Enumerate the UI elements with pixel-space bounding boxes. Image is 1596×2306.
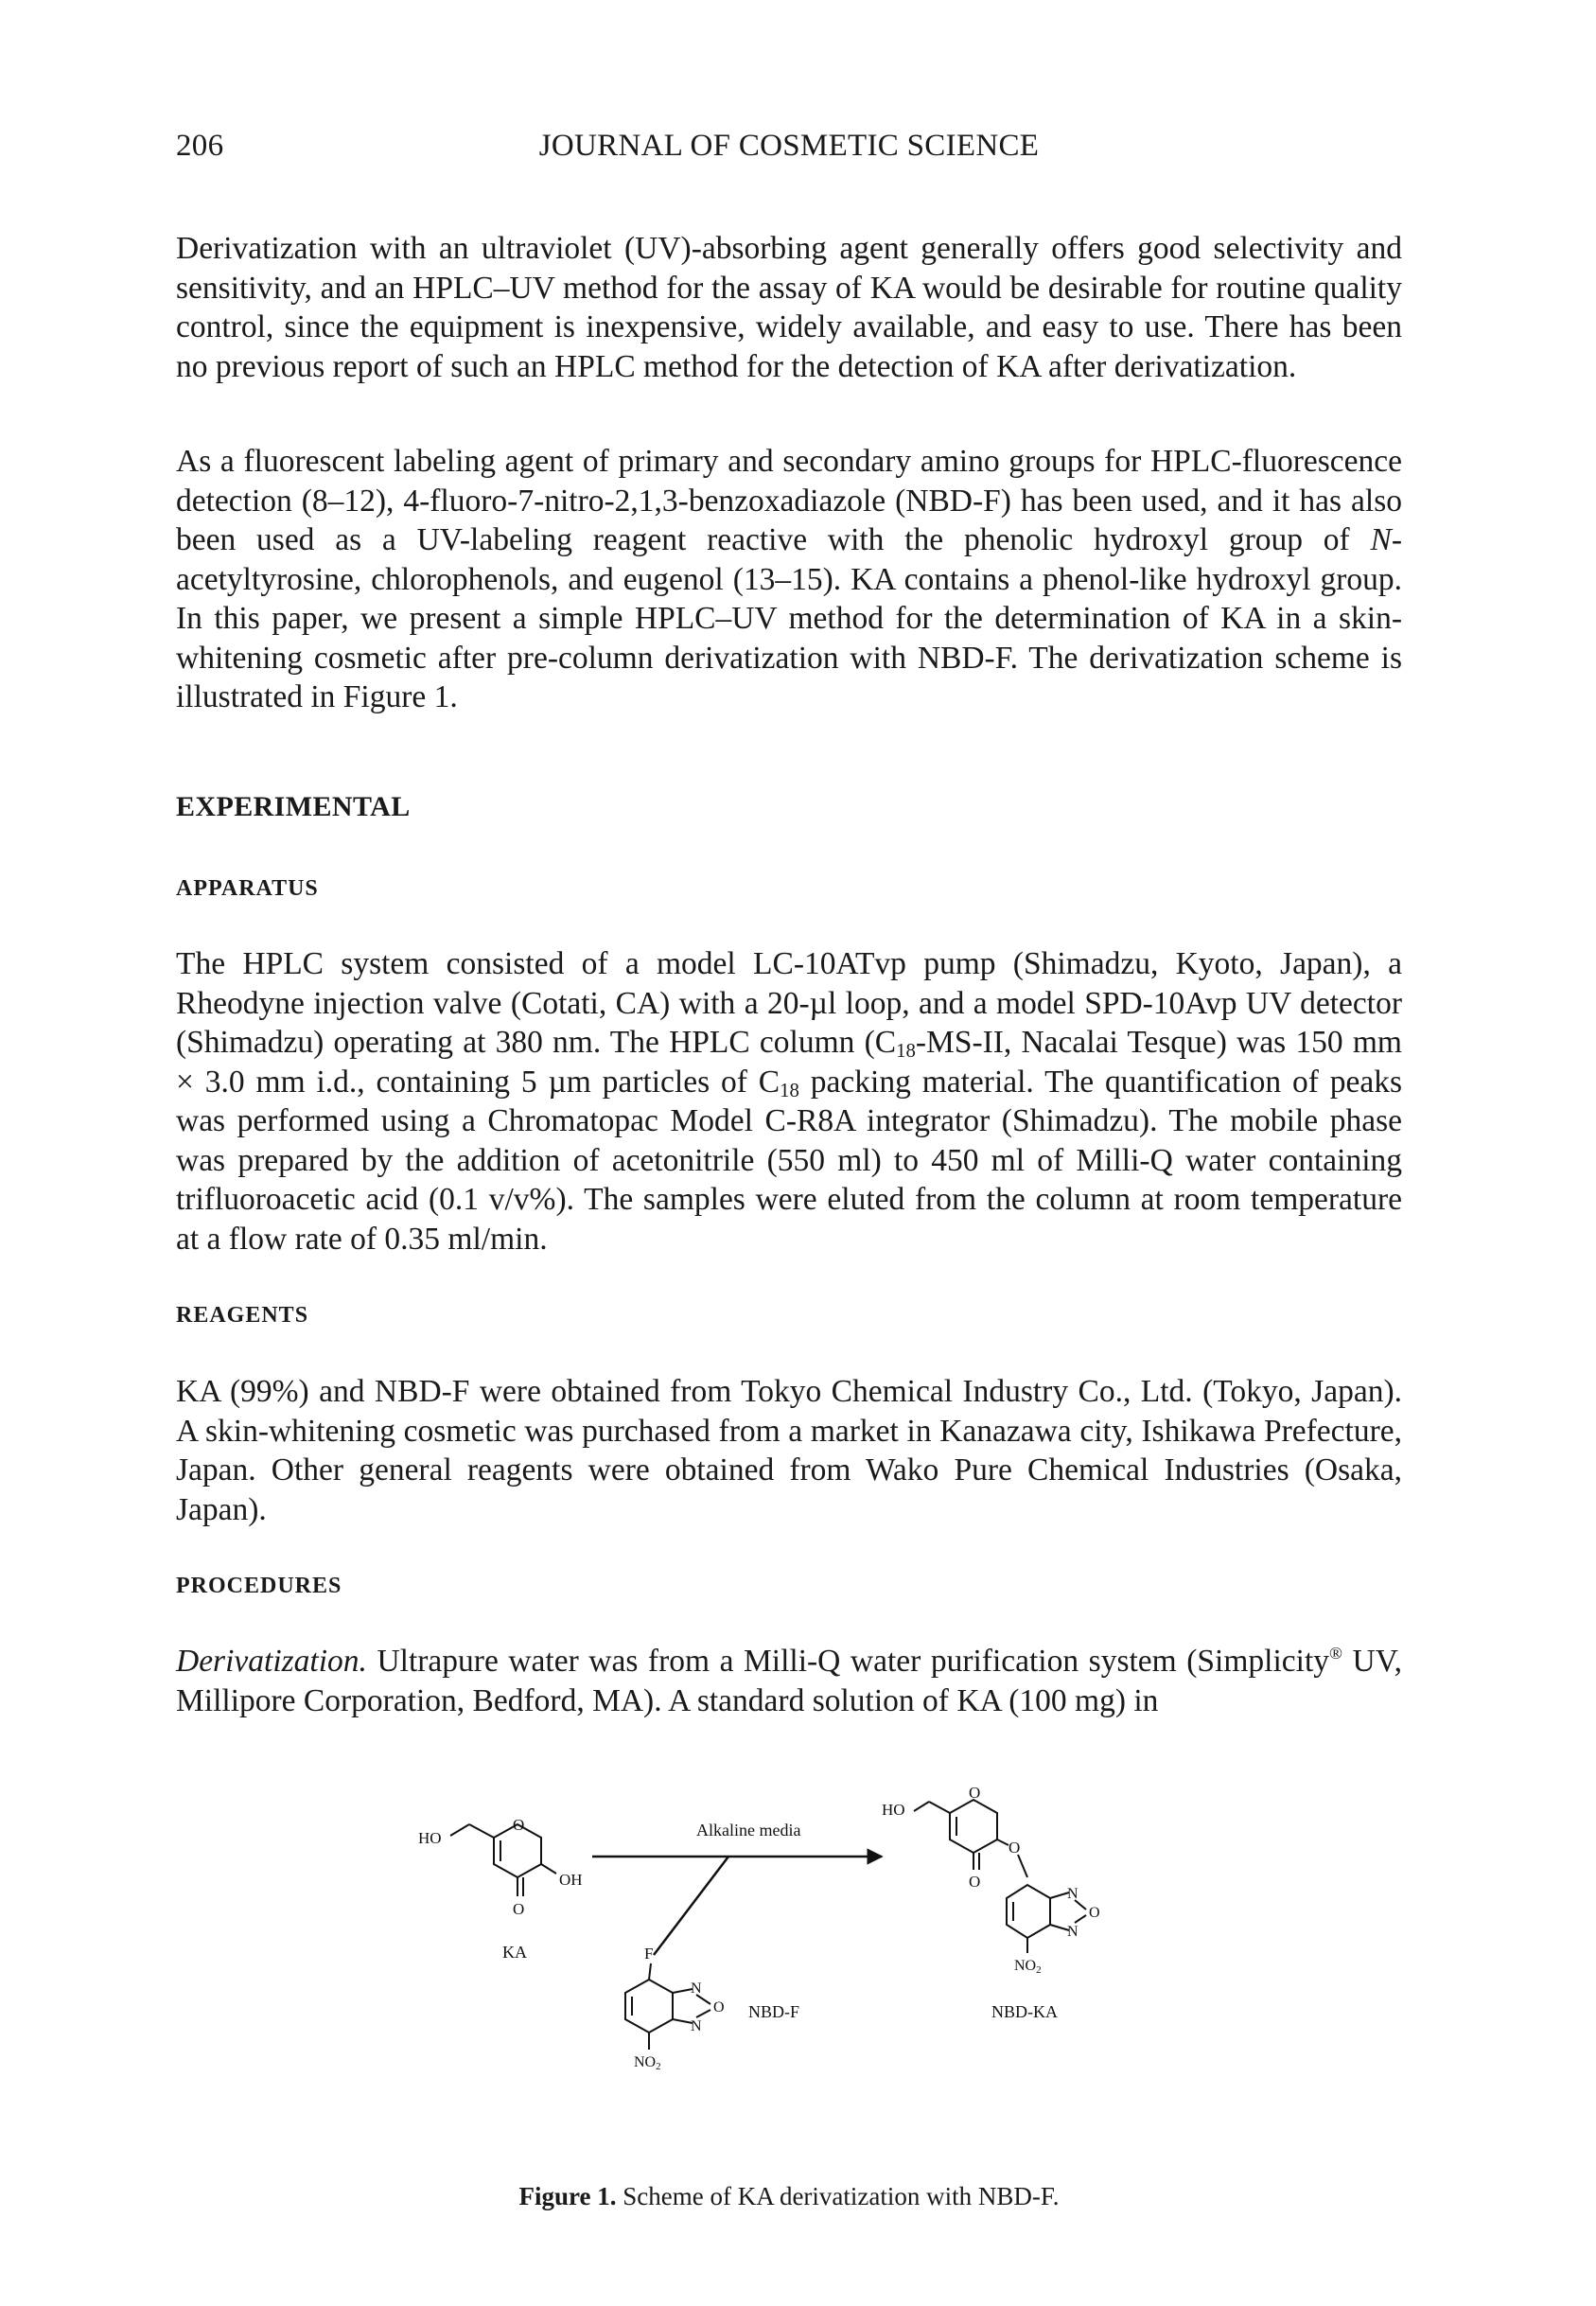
nbdka-ho-label: HO — [882, 1801, 905, 1819]
nbdf-f-label: F — [644, 1945, 654, 1963]
nbdf-no2 — [634, 2054, 661, 2072]
ka-label: KA — [502, 1943, 527, 1962]
intro-paragraph-2 — [176, 442, 1402, 717]
subsection-heading-procedures: PROCEDURES — [176, 1574, 342, 1598]
journal-title: JOURNAL OF COSMETIC SCIENCE — [538, 129, 1040, 163]
nbdka-keto-o: O — [969, 1873, 981, 1891]
running-head — [176, 129, 1402, 170]
figure-1-scheme — [412, 1779, 1169, 2176]
registered-mark: ® — [1329, 1644, 1343, 1663]
arrow-label: Alkaline media — [696, 1821, 801, 1840]
nbdf-structure — [625, 1963, 710, 2050]
section-heading-experimental: EXPERIMENTAL — [176, 791, 411, 822]
nbdka-label: NBD-KA — [991, 2002, 1058, 2021]
ka-keto-o: O — [513, 1900, 525, 1918]
procedures-text-1: Ultrapure water was from a Milli-Q water purification system (Simplicity — [366, 1644, 1330, 1679]
figure-1-caption — [176, 2182, 1402, 2211]
nbdka-no2 — [1014, 1958, 1042, 1976]
procedures-text-2: UV, Millipore Corporation, Bedford, MA). A standard solution of KA (100 mg) in — [176, 1644, 1402, 1718]
apparatus-text-2: -MS-II, Nacalai Tesque) was 150 mm × 3.0 mm i.d., containing 5 µm particles of C — [176, 1025, 1402, 1100]
nbdf-n2: N — [691, 2018, 702, 2034]
reagents-paragraph: KA (99%) and NBD-F were obtained from Tokyo Chemical Industry Co., Ltd. (Tokyo, Japan). A skin-whitening cosmetic was purchased from a market in Kanazawa city, Ishikawa Prefecture, Japan. Other general reagents were obtained from Wako Pure Chemical Industries (Osaka, Japan). — [176, 1374, 1402, 1527]
ka-ho-label: HO — [418, 1829, 442, 1847]
nbdka-link-o: O — [1008, 1839, 1021, 1857]
reaction-scheme-svg — [412, 1779, 1169, 2176]
ka-ring-o: O — [513, 1816, 525, 1834]
apparatus-paragraph — [176, 944, 1402, 1259]
apparatus-text-1: The HPLC system consisted of a model LC-10ATvp pump (Shimadzu, Kyoto, Japan), a Rheodyne injection valve (Cotati, CA) with a 20-µl loop, and a model SPD-10Avp UV detector (Shimadzu) operating at 380 nm. The HPLC column (C — [176, 946, 1402, 1060]
nbdka-structure — [914, 1800, 1086, 1953]
caption-label: Figure 1. — [518, 2182, 617, 2210]
apparatus-subscript-2: 18 — [780, 1079, 799, 1101]
nbdka-no2-main: NO — [1014, 1958, 1037, 1974]
nbdf-o: O — [713, 1999, 725, 2016]
procedures-paragraph — [176, 1642, 1402, 1720]
apparatus-subscript-1: 18 — [896, 1040, 916, 1063]
caption-text: Scheme of KA derivatization with NBD-F. — [623, 2182, 1060, 2210]
intro-paragraph-1: Derivatization with an ultraviolet (UV)-absorbing agent generally offers good selectivity and sensitivity, and an HPLC–UV method for the assay of KA would be desirable for routine quality control, since the equipment is inexpensive, widely available, and easy to use. There has been no previous report of such an HPLC method for the detection of KA after derivatization. — [176, 231, 1402, 384]
reagent-line — [654, 1857, 728, 1955]
subsection-heading-reagents: REAGENTS — [176, 1303, 309, 1328]
nbdf-label: NBD-F — [748, 2002, 800, 2021]
apparatus-text-3: packing material. The quantification of peaks was performed using a Chromatopac Model C-R8A integrator (Shimadzu). The mobile phase was prepared by the addition of acetonitrile (550 ml) to 450 ml of Milli-Q water containing trifluoroacetic acid (0.1 v/v%). The samples were eluted from the column at room temperature at a flow rate of 0.35 ml/min. — [176, 1064, 1402, 1257]
intro-paragraph-2-text-b: -acetyltyrosine, chlorophenols, and eugenol (13–15). KA contains a phenol-like hydroxyl group. In this paper, we present a simple HPLC–UV method for the determination of KA in a skin-whitening cosmetic after pre-column derivatization with NBD-F. The derivatization scheme is illustrated in Figure 1. — [176, 522, 1402, 714]
nbdf-no2-sub: 2 — [656, 2061, 661, 2072]
subsection-heading-apparatus: APPARATUS — [176, 876, 319, 901]
nbdf-no2-main: NO — [634, 2054, 657, 2070]
nbdf-n1: N — [691, 1980, 702, 1997]
nbdka-no2-sub: 2 — [1036, 1964, 1042, 1976]
ka-structure — [450, 1824, 556, 1896]
procedures-lead-italic: Derivatization. — [176, 1644, 367, 1679]
nbdka-o: O — [1089, 1905, 1100, 1921]
intro-paragraph-2-text-a: As a fluorescent labeling agent of primary and secondary amino groups for HPLC-fluorescence detection (8–12), 4-fluoro-7-nitro-2,1,3-benzoxadiazole (NBD-F) has been used, and it has also been used as a UV-labeling reagent reactive with the phenolic hydroxyl group of — [176, 444, 1402, 557]
ka-oh-label: OH — [559, 1871, 583, 1889]
intro-paragraph-2-italic: N — [1370, 522, 1392, 557]
nbdka-n2: N — [1067, 1924, 1079, 1940]
nbdka-n1: N — [1067, 1886, 1079, 1902]
nbdka-ring-o: O — [969, 1784, 981, 1802]
page-number: 206 — [176, 129, 224, 163]
